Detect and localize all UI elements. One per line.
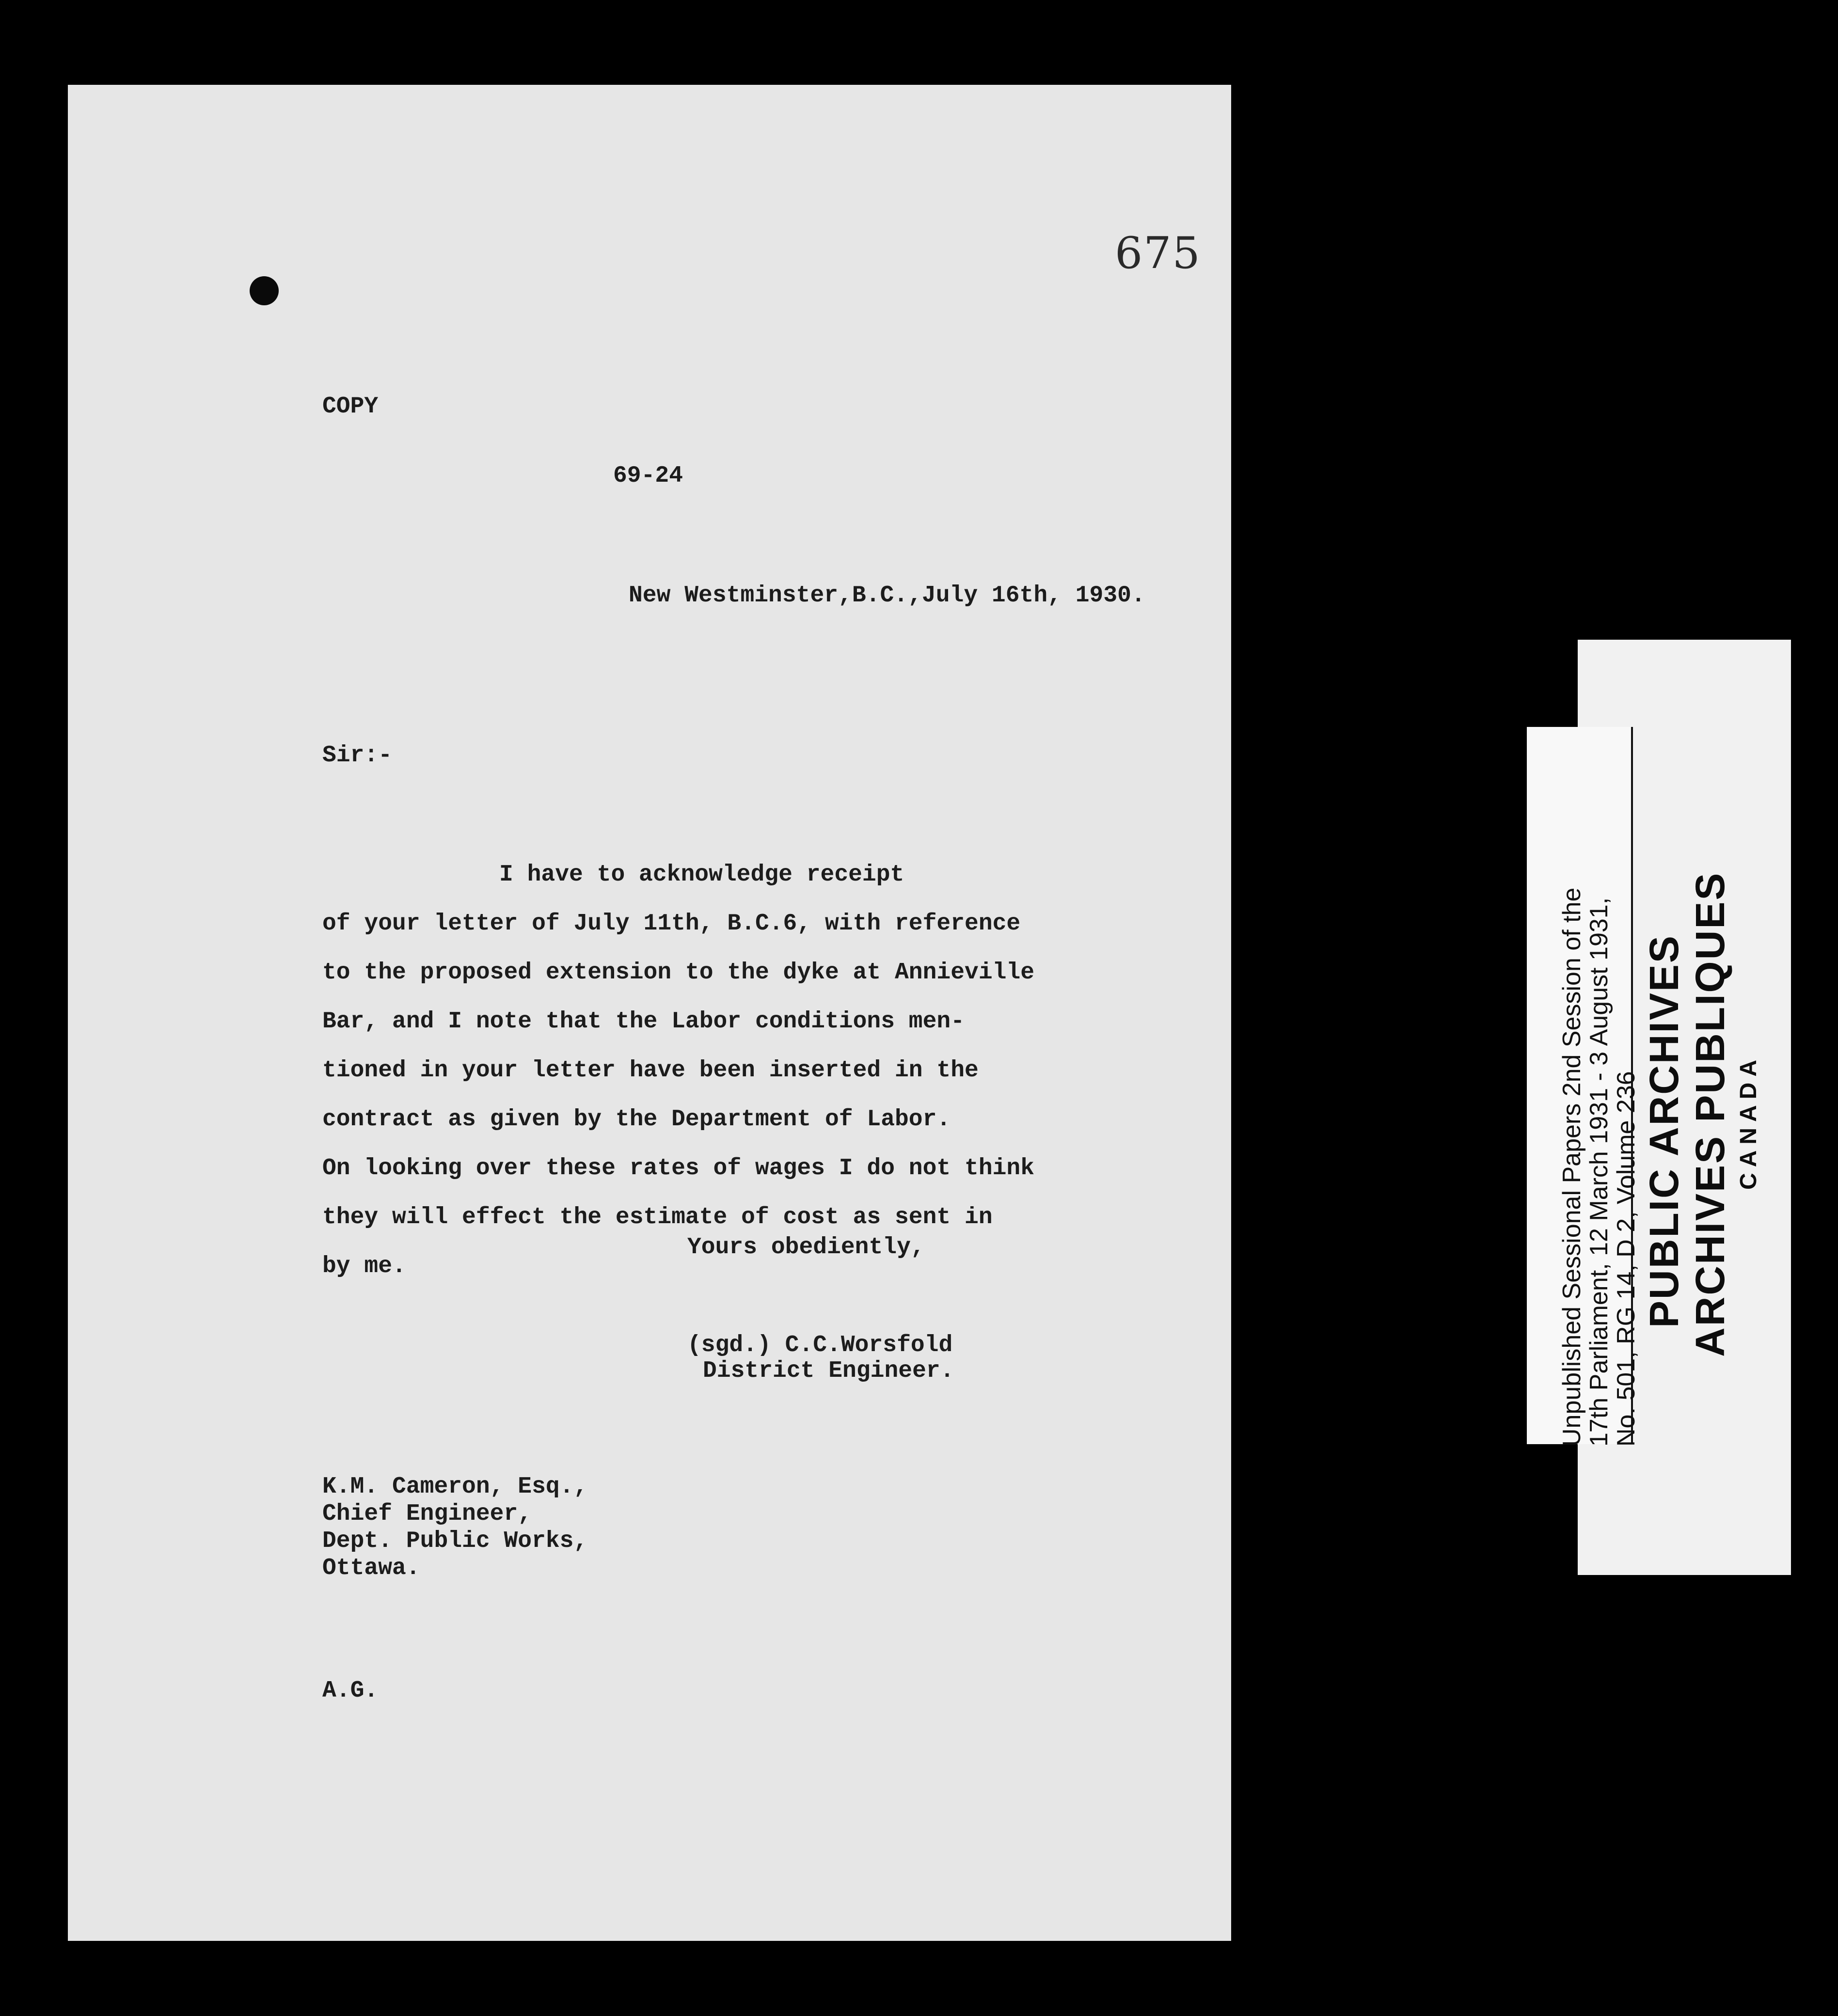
archive-reference bbox=[1558, 734, 1640, 1447]
body-line: Bar, and I note that the Labor conditions men- bbox=[322, 1008, 965, 1035]
signature: (sgd.) C.C.Worsfold bbox=[687, 1332, 953, 1358]
body-line: to the proposed extension to the dyke at Annieville bbox=[322, 960, 1035, 986]
recipient-address bbox=[322, 1473, 587, 1582]
signer-title: District Engineer. bbox=[703, 1358, 954, 1384]
file-reference: 69-24 bbox=[613, 463, 683, 489]
recipient-line: Ottawa. bbox=[322, 1555, 420, 1581]
body-line: tioned in your letter have been inserted in the bbox=[322, 1057, 979, 1084]
body-line: contract as given by the Department of Labor. bbox=[322, 1106, 951, 1133]
copy-label: COPY bbox=[322, 394, 379, 420]
salutation: Sir:- bbox=[322, 742, 393, 769]
archive-label-french: ARCHIVES PUBLIQUES bbox=[1687, 871, 1733, 1357]
body-line: of your letter of July 11th, B.C.6, with reference bbox=[322, 911, 1021, 937]
punch-hole bbox=[250, 276, 279, 305]
archive-label-english: PUBLIC ARCHIVES bbox=[1641, 934, 1687, 1328]
archive-reference-line: No. 501, RG 14, D 2, Volume 236 bbox=[1612, 1071, 1640, 1447]
archive-label-country: CANADA bbox=[1736, 1054, 1761, 1190]
archive-reference-line: 17th Parliament, 12 March 1931 - 3 August 1931, bbox=[1585, 897, 1613, 1447]
body-line: by me. bbox=[322, 1253, 406, 1279]
recipient-line: Chief Engineer, bbox=[322, 1501, 532, 1527]
archive-reference-line: Unpublished Sessional Papers 2nd Session of the bbox=[1558, 887, 1586, 1447]
body-line: they will effect the estimate of cost as sent in bbox=[322, 1204, 993, 1230]
letter-body bbox=[322, 850, 1034, 1291]
typist-initials: A.G. bbox=[322, 1678, 379, 1704]
body-line: I have to acknowledge receipt bbox=[499, 862, 904, 888]
closing: Yours obediently, bbox=[687, 1234, 925, 1260]
body-line: On looking over these rates of wages I do not think bbox=[322, 1155, 1035, 1181]
place-date: New Westminster,B.C.,July 16th, 1930. bbox=[629, 583, 1145, 609]
recipient-line: Dept. Public Works, bbox=[322, 1528, 588, 1554]
recipient-line: K.M. Cameron, Esq., bbox=[322, 1474, 588, 1500]
page-number: 675 bbox=[1115, 228, 1201, 279]
